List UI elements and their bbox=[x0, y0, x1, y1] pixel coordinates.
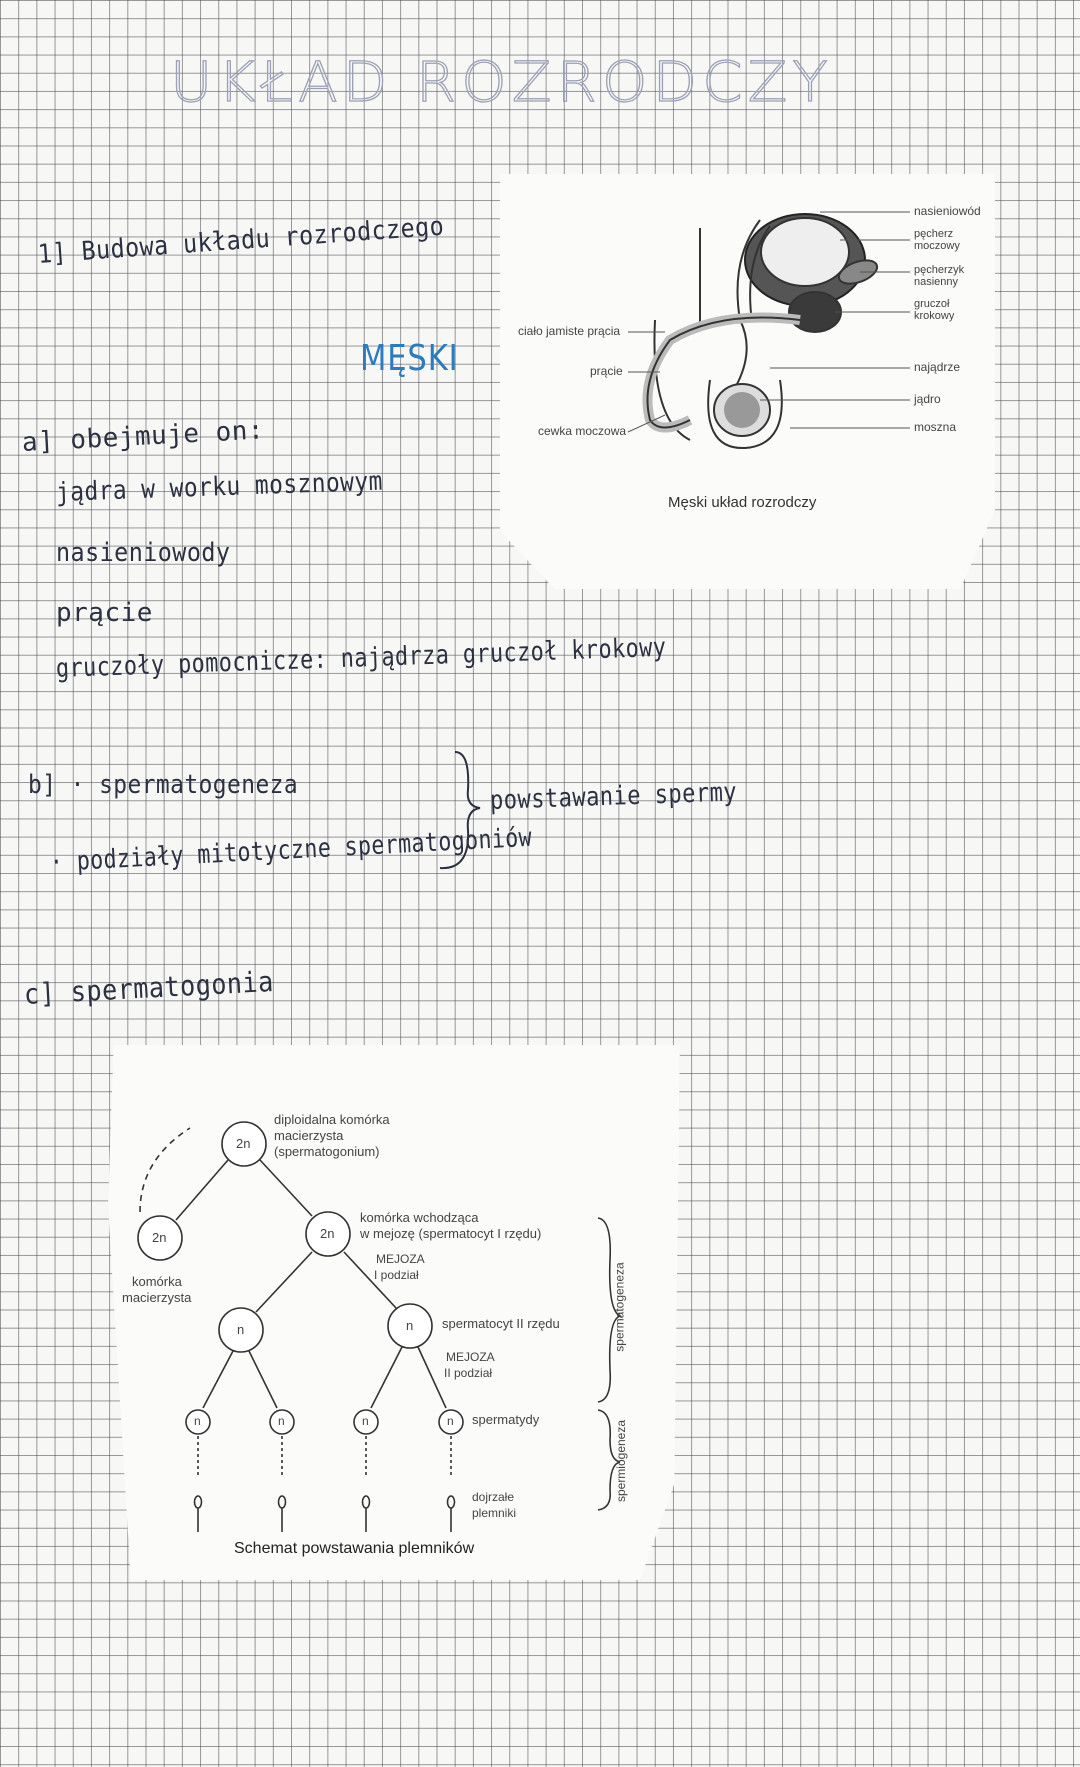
page-title: UKŁAD ROZRODCZY bbox=[170, 49, 833, 115]
list-item: jądra w worku mosznowym bbox=[55, 466, 384, 508]
label-vas-deferens: nasieniowód bbox=[914, 204, 981, 218]
desc-line: macierzysta bbox=[122, 1290, 192, 1305]
list-item: prącie bbox=[56, 598, 153, 628]
label-penis: prącie bbox=[590, 364, 623, 378]
label-epididymis: najądrze bbox=[914, 360, 961, 374]
desc-line: spermatocyt II rzędu bbox=[442, 1316, 560, 1331]
section-b-line2: · podziały mitotyczne spermatogoniów bbox=[49, 822, 533, 878]
cell-label: 2n bbox=[152, 1230, 167, 1245]
label-seminal-vesicle: pęcherzyk nasienny bbox=[914, 264, 965, 288]
diagram1-caption: Męski układ rozrodczy bbox=[668, 494, 817, 511]
desc-line: II podział bbox=[444, 1366, 493, 1380]
label-bladder: pęcherz moczowy bbox=[914, 228, 960, 252]
side-label-spermatogenesis: spermatogeneza bbox=[612, 1262, 627, 1352]
desc-line: plemniki bbox=[472, 1506, 517, 1520]
anatomy-illustration bbox=[648, 214, 881, 448]
desc-line: macierzysta bbox=[274, 1128, 344, 1143]
cell-label: 2n bbox=[320, 1226, 335, 1241]
desc-line: komórka bbox=[132, 1274, 182, 1289]
list-item: nasieniowody bbox=[56, 538, 231, 568]
label-testis: jądro bbox=[914, 392, 941, 406]
section-c-label: c] spermatogonia bbox=[23, 964, 275, 1011]
cell-label: n bbox=[194, 1414, 201, 1428]
desc-line: MEJOZA bbox=[376, 1252, 425, 1266]
desc-line: diploidalna komórka bbox=[274, 1112, 390, 1127]
cell-label: n bbox=[447, 1414, 454, 1428]
cell-label: 2n bbox=[236, 1136, 251, 1151]
label-scrotum: moszna bbox=[914, 420, 957, 434]
cell-label: n bbox=[406, 1318, 414, 1333]
list-item: gruczoły pomocnicze: najądrza gruczoł krokowy bbox=[55, 632, 667, 684]
diagram2-caption: Schemat powstawania plemników bbox=[234, 1540, 475, 1557]
label-urethra: cewka moczowa bbox=[538, 424, 627, 438]
label-corpus-cavernosum: ciało jamiste prącia bbox=[518, 324, 621, 338]
desc-line: I podział bbox=[374, 1268, 419, 1282]
desc-line: dojrzałe bbox=[472, 1490, 515, 1504]
cell-label: n bbox=[362, 1414, 369, 1428]
section-a-label: a] obejmuje on: bbox=[21, 415, 265, 458]
male-heading: MĘSKI bbox=[360, 338, 459, 379]
desc-line: komórka wchodząca bbox=[360, 1210, 479, 1225]
cell-label: n bbox=[278, 1414, 285, 1428]
desc-line: (spermatogonium) bbox=[274, 1144, 380, 1159]
section-b-line1: b] · spermatogeneza bbox=[28, 770, 299, 800]
cell-label: n bbox=[237, 1322, 245, 1337]
brace-text: powstawanie spermy bbox=[489, 777, 738, 816]
side-label-spermiogenesis: spermiogeneza bbox=[614, 1419, 629, 1503]
curly-brace bbox=[440, 752, 480, 868]
desc-line: MEJOZA bbox=[446, 1350, 495, 1364]
label-prostate: gruczoł krokowy bbox=[914, 298, 955, 322]
desc-line: w mejozę (spermatocyt I rzędu) bbox=[360, 1226, 542, 1241]
section-heading: 1] Budowa układu rozrodczego bbox=[36, 211, 446, 270]
desc-line: spermatydy bbox=[472, 1412, 540, 1427]
